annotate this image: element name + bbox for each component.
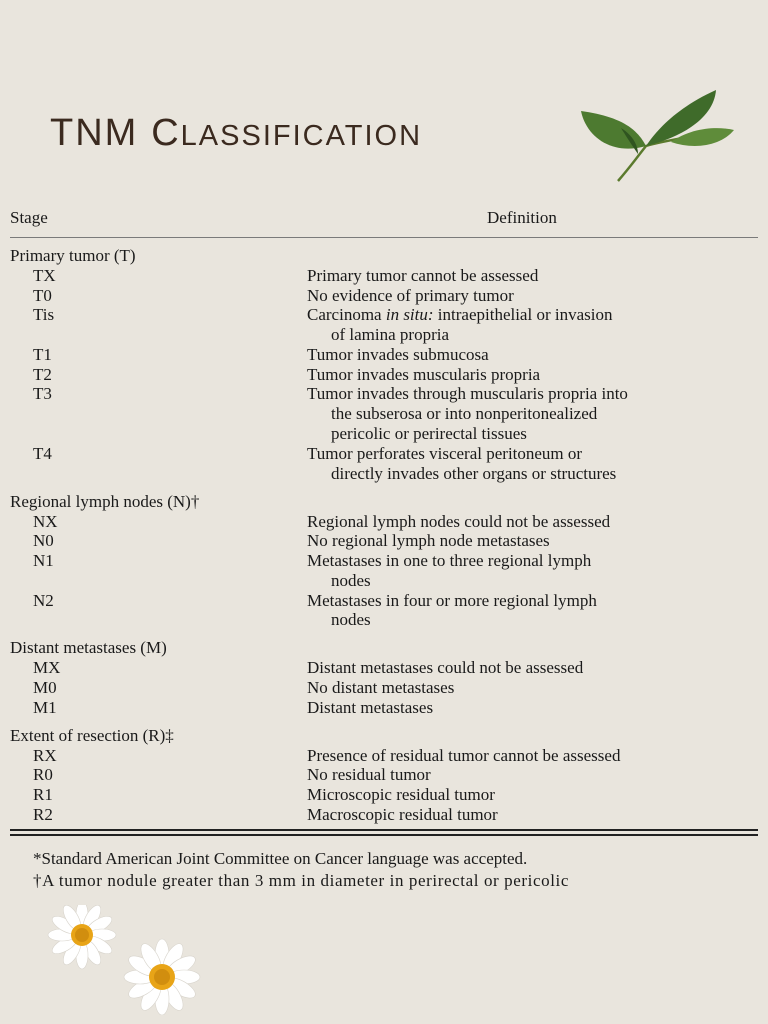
stage-code-m0: M0: [33, 678, 57, 697]
daisy-icon: [48, 905, 116, 969]
definition-t3-cont1: the subserosa or into nonperitonealized: [331, 404, 598, 423]
stage-code-rx: RX: [33, 746, 57, 765]
section-resection: Extent of resection (R)‡: [10, 726, 174, 745]
stage-code-n0: N0: [33, 531, 54, 550]
definition-t4-cont: directly invades other organs or structures: [331, 464, 617, 483]
stage-code-n2: N2: [33, 591, 54, 610]
title-tnm: TNM: [50, 112, 139, 154]
daisy-icon-2: [124, 939, 200, 1015]
stage-code-mx: MX: [33, 658, 61, 677]
stage-code-n1: N1: [33, 551, 54, 570]
definition-tis-post: intraepithelial or invasion: [433, 305, 613, 324]
stage-code-t0: T0: [33, 286, 52, 305]
stage-code-t1: T1: [33, 345, 52, 364]
definition-n2-cont: nodes: [331, 610, 371, 629]
stage-code-t4: T4: [33, 444, 52, 463]
header-stage: Stage: [10, 208, 48, 227]
definition-mx: Distant metastases could not be assessed: [307, 658, 584, 677]
definition-t4: Tumor perforates visceral peritoneum or: [307, 444, 583, 463]
stage-code-t3: T3: [33, 384, 52, 403]
definition-t0: No evidence of primary tumor: [307, 286, 514, 305]
definition-m1: Distant metastases: [307, 698, 434, 717]
definition-r2: Macroscopic residual tumor: [307, 805, 498, 824]
title-rest: LASSIFICATION: [180, 120, 423, 152]
definition-t2: Tumor invades muscularis propria: [307, 365, 541, 384]
header-rule: [10, 237, 758, 238]
definition-n1-cont: nodes: [331, 571, 371, 590]
definition-tis: [307, 305, 612, 325]
stage-code-tx: TX: [33, 266, 56, 285]
section-primary-tumor: Primary tumor (T): [10, 246, 136, 265]
definition-m0: No distant metastases: [307, 678, 455, 697]
section-lymph-nodes: Regional lymph nodes (N)†: [10, 492, 200, 511]
page-title: [50, 112, 422, 155]
leaves-decoration: [576, 86, 736, 186]
daisy-flowers-decoration: [38, 905, 228, 1015]
definition-rx: Presence of residual tumor cannot be assessed: [307, 746, 621, 765]
definition-t1: Tumor invades submucosa: [307, 345, 489, 364]
definition-n0: No regional lymph node metastases: [307, 531, 550, 550]
definition-n2: Metastases in four or more regional lymph: [307, 591, 597, 610]
title-initial: C: [151, 112, 181, 154]
definition-tx: Primary tumor cannot be assessed: [307, 266, 539, 285]
stage-code-r1: R1: [33, 785, 53, 804]
footnote-star: *Standard American Joint Committee on Cancer language was accepted.: [33, 849, 528, 868]
definition-t3-cont2: pericolic or perirectal tissues: [331, 424, 527, 443]
stage-code-t2: T2: [33, 365, 52, 384]
stage-code-r2: R2: [33, 805, 53, 824]
definition-r0: No residual tumor: [307, 765, 431, 784]
section-distant-metastases: Distant metastases (M): [10, 638, 167, 657]
stage-code-r0: R0: [33, 765, 53, 784]
definition-n1: Metastases in one to three regional lymph: [307, 551, 592, 570]
definition-r1: Microscopic residual tumor: [307, 785, 495, 804]
definition-nx: Regional lymph nodes could not be assessed: [307, 512, 611, 531]
stage-code-nx: NX: [33, 512, 58, 531]
table-bottom-rule: [10, 829, 758, 831]
header-definition: Definition: [487, 208, 557, 227]
definition-tis-cont: of lamina propria: [331, 325, 450, 344]
definition-t3: Tumor invades through muscularis propria into: [307, 384, 628, 403]
footnote-dagger: †A tumor nodule greater than 3 mm in diameter in perirectal or pericolic: [33, 871, 570, 890]
stage-code-tis: Tis: [33, 305, 55, 324]
table-bottom-rule-2: [10, 834, 758, 836]
stage-code-m1: M1: [33, 698, 57, 717]
definition-tis-pre: Carcinoma: [307, 305, 386, 324]
definition-tis-italic: in situ:: [385, 305, 434, 324]
